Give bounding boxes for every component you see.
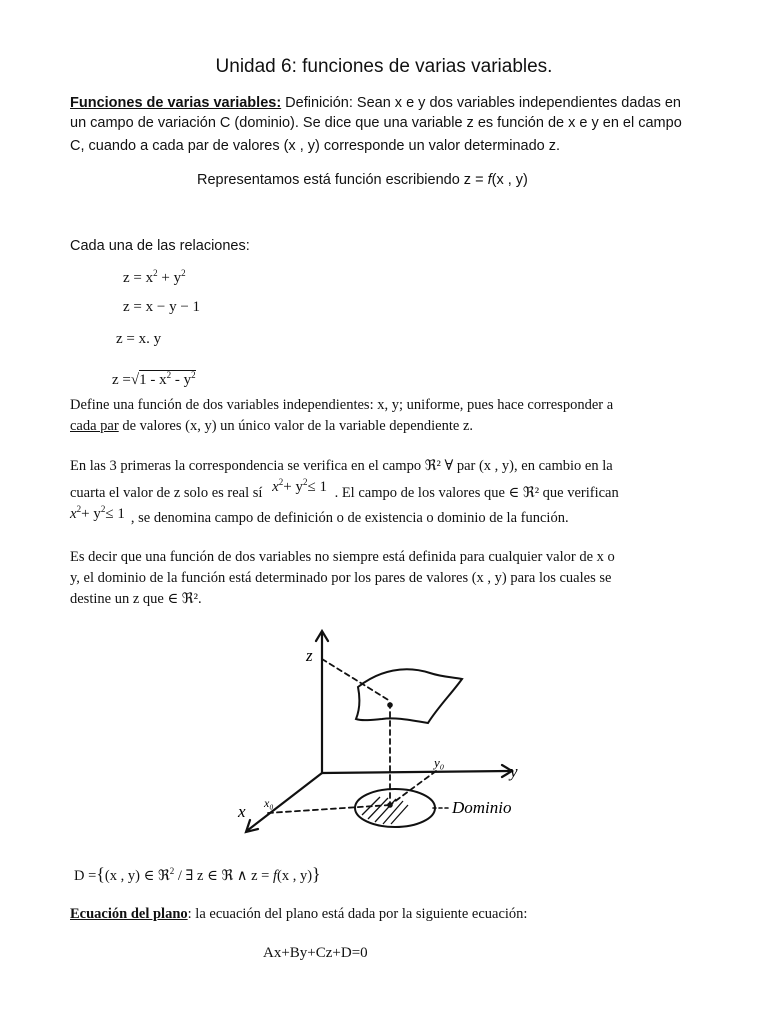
define-line2-rest: de valores (x, y) un único valor de la variable dependiente z. [118,418,474,434]
eq1-base: z = x [123,270,154,286]
domain-def-rest: / ∃ z ∈ ℜ ∧ z = [174,868,273,884]
eq4-exp2: 2 [191,370,196,380]
x-axis [248,773,322,830]
domain-figure [230,625,550,840]
eq4-exp1: 2 [166,370,172,380]
z-projection-dash [322,659,390,701]
representation-prefix: Representamos está función escribiendo z = [197,172,488,188]
define-line1: Define una función de dos variables independientes: x, y; uniforme, pues hace corresponder a [70,397,614,413]
cond-plus: + y [283,479,303,495]
representation-suffix: (x , y) [491,172,528,188]
cond-x: x [272,479,279,495]
define-underlined: cada par [70,418,119,434]
label-x: x [238,802,246,821]
plane-line [70,906,527,923]
eq4-radicand [139,370,196,388]
cond2-exp2: 2 [100,504,106,514]
cond2-x: x [70,506,77,522]
condition-inline-2 [70,506,125,523]
representation-line [197,172,528,188]
cond2-plus: + y [81,506,101,522]
eq4-inner-b: - y [171,372,192,388]
y-axis [322,771,510,773]
campo-line2-a: cuarta el valor de z solo es real sí [70,485,263,501]
eq4-prefix: z = [112,372,131,388]
decir-line3: destine un z que ∈ ℜ². [70,591,202,607]
eq1-exp: 2 [153,268,158,278]
domain-def-exp: 2 [169,866,175,876]
y0-projection-dash [390,771,436,805]
equation-3: z = x. y [116,331,162,347]
domain-hatch [362,797,408,824]
cond2-exp1: 2 [76,504,82,514]
surface-patch [356,669,462,723]
equation-1 [123,270,186,287]
domain-def-d: D = [74,868,97,884]
campo-line3-b: , se denomina campo de definición o de existencia o dominio de la función. [130,510,569,526]
left-brace-icon: { [96,864,105,884]
campo-line2-b: . El campo de los valores que ∈ ℜ² que verifican [334,485,619,501]
cond-exp2: 2 [302,477,308,487]
definition-paragraph [70,92,698,115]
eq1-exp2: 2 [181,268,186,278]
decir-line2: y, el dominio de la función está determinado por los pares de valores (x , y) para los cuales se [70,570,612,586]
label-y: y [510,762,518,781]
decir-line1: Es decir que una función de dos variables no siempre está definida para cualquier valor de x o [70,549,615,565]
eq1-mid: + y [157,270,182,286]
definition-heading: Funciones de varias variables: [70,95,282,111]
label-z: z [306,646,313,665]
equation-2: z = x − y − 1 [123,299,201,315]
domain-def-args: (x , y) [277,868,313,884]
definition-line2: un campo de variación C (dominio). Se dice que una variable z es función de x e y en el campo [70,115,682,131]
label-x0: x₀ [264,796,274,810]
cond2-le: ≤ 1 [105,506,125,522]
right-brace-icon: } [312,864,321,884]
domain-definition [74,864,321,885]
domain-ellipse [355,789,435,827]
campo-line3 [70,504,569,527]
label-y0: y₀ [434,755,445,770]
sqrt-icon: √ [130,372,140,388]
campo-line1: En las 3 primeras la correspondencia se verifica en el campo ℜ² ∀ par (x , y), en cambio en la [70,458,613,474]
equation-4 [112,372,196,389]
cond-le: ≤ 1 [307,479,327,495]
domain-def-f: f [272,868,277,884]
condition-inline-1 [272,479,327,496]
relations-intro: Cada una de las relaciones: [70,238,250,254]
plane-heading: Ecuación del plano [70,906,188,922]
surface-point [387,702,393,708]
page-title: Unidad 6: funciones de varias variables. [215,56,553,77]
campo-line2 [70,477,619,502]
eq4-inner-a: 1 - x [139,372,167,388]
domain-point [387,802,393,808]
definition-line1: Definición: Sean x e y dos variables independientes dadas en [281,95,681,111]
representation-f: f [487,172,492,188]
plane-text: : la ecuación del plano está dada por la siguiente ecuación: [187,906,528,922]
plane-equation: Ax+By+Cz+D=0 [263,945,368,961]
define-line2 [70,418,473,435]
label-dominio: Dominio [452,798,512,817]
cond-exp1: 2 [278,477,284,487]
domain-def-content: (x , y) ∈ ℜ [104,868,170,884]
definition-line3: C, cuando a cada par de valores (x , y) corresponde un valor determinado z. [70,138,561,154]
